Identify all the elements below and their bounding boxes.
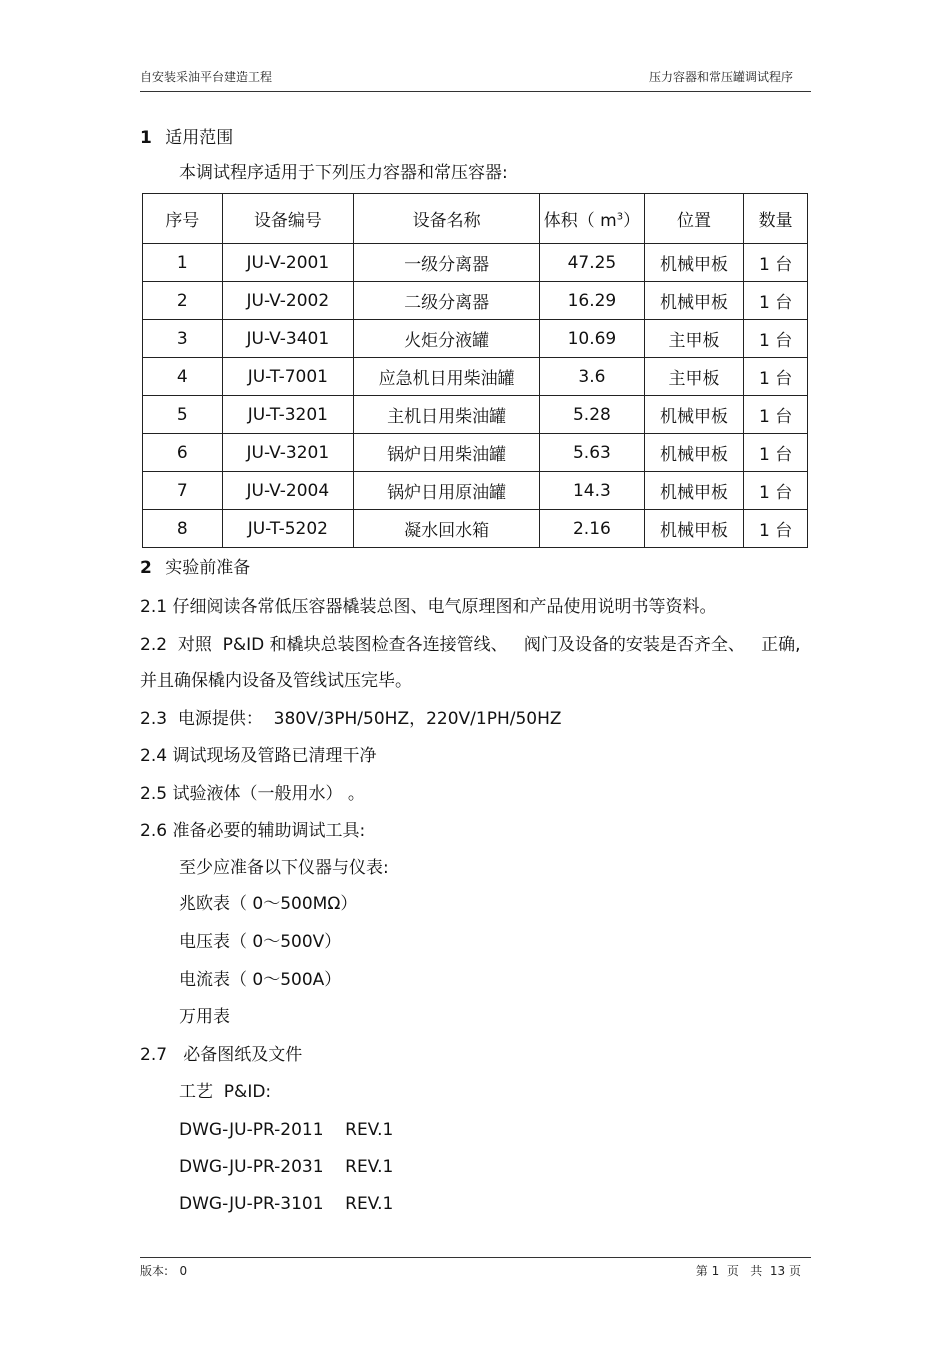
cell-quantity: 1 台 <box>744 472 808 510</box>
cell-volume: 14.3 <box>540 472 645 510</box>
cell-index: 6 <box>143 434 223 472</box>
cell-volume: 3.6 <box>540 358 645 396</box>
paragraph-2-3: 2.3 电源提供： 380V/3PH/50HZ，220V/1PH/50HZ <box>140 709 562 729</box>
cell-quantity: 1 台 <box>744 358 808 396</box>
table-header-row <box>143 194 808 244</box>
section-1-number: 1 <box>140 128 152 148</box>
paragraph-2-6-intro: 至少应准备以下仪器与仪表: <box>179 858 389 878</box>
drawing-reference: DWG-JU-PR-2031 REV.1 <box>179 1157 394 1177</box>
cell-index: 8 <box>143 510 223 548</box>
table-row <box>143 358 808 396</box>
table-row <box>143 396 808 434</box>
header-equipment-name: 设备名称 <box>354 194 540 244</box>
cell-volume: 47.25 <box>540 244 645 282</box>
paragraph-2-2-line-1: 2.2 对照 P&ID 和橇块总装图检查各连接管线、 阀门及设备的安装是否齐全、 正确, <box>140 635 801 655</box>
header-rule <box>140 91 811 92</box>
table-row <box>143 282 808 320</box>
cell-location: 机械甲板 <box>644 396 744 434</box>
cell-quantity: 1 台 <box>744 244 808 282</box>
cell-index: 5 <box>143 396 223 434</box>
cell-index: 3 <box>143 320 223 358</box>
header-location: 位置 <box>644 194 744 244</box>
equipment-table <box>142 193 808 548</box>
paragraph-2-4: 2.4 调试现场及管路已清理干净 <box>140 746 377 766</box>
header-document-title: 压力容器和常压罐调试程序 <box>648 70 793 84</box>
footer-version: 版本: 0 <box>140 1264 188 1278</box>
instrument-ammeter: 电流表（ 0～500A） <box>179 970 342 990</box>
drawing-reference: DWG-JU-PR-2011 REV.1 <box>179 1120 394 1140</box>
cell-location: 机械甲板 <box>644 510 744 548</box>
cell-location: 主甲板 <box>644 320 744 358</box>
cell-quantity: 1 台 <box>744 510 808 548</box>
cell-index: 2 <box>143 282 223 320</box>
footer-page-number: 第 1 页 共 13 页 <box>695 1264 801 1278</box>
table-row <box>143 472 808 510</box>
cell-index: 4 <box>143 358 223 396</box>
paragraph-2-1: 2.1 仔细阅读各常低压容器橇装总图、电气原理图和产品使用说明书等资料。 <box>140 597 717 617</box>
cell-location: 机械甲板 <box>644 282 744 320</box>
section-2-title: 实验前准备 <box>165 558 251 578</box>
cell-code: JU-T-7001 <box>222 358 353 396</box>
cell-index: 1 <box>143 244 223 282</box>
paragraph-2-5: 2.5 试验液体（一般用水） 。 <box>140 784 365 804</box>
cell-quantity: 1 台 <box>744 434 808 472</box>
cell-volume: 5.63 <box>540 434 645 472</box>
table-row <box>143 320 808 358</box>
paragraph-2-6: 2.6 准备必要的辅助调试工具: <box>140 821 366 841</box>
paragraph-2-2-line-2: 并且确保橇内设备及管线试压完毕。 <box>140 671 412 691</box>
header-volume-close: ） <box>623 211 641 231</box>
cell-name: 凝水回水箱 <box>354 510 540 548</box>
cell-name: 锅炉日用原油罐 <box>354 472 540 510</box>
cell-quantity: 1 台 <box>744 282 808 320</box>
cell-code: JU-V-2002 <box>222 282 353 320</box>
header-quantity: 数量 <box>744 194 808 244</box>
header-equipment-code: 设备编号 <box>222 194 353 244</box>
cell-code: JU-V-2001 <box>222 244 353 282</box>
cell-code: JU-T-3201 <box>222 396 353 434</box>
section-1-title: 适用范围 <box>165 128 234 148</box>
header-index: 序号 <box>143 194 223 244</box>
cell-name: 一级分离器 <box>354 244 540 282</box>
footer-rule <box>140 1257 811 1258</box>
cell-name: 应急机日用柴油罐 <box>354 358 540 396</box>
section-2-heading <box>140 558 250 578</box>
cell-volume: 2.16 <box>540 510 645 548</box>
cell-volume: 5.28 <box>540 396 645 434</box>
drawing-reference: DWG-JU-PR-3101 REV.1 <box>179 1194 394 1214</box>
header-volume <box>540 194 645 244</box>
cell-quantity: 1 台 <box>744 396 808 434</box>
cell-code: JU-V-3401 <box>222 320 353 358</box>
header-volume-label: 体积（ m <box>543 211 617 231</box>
cell-name: 二级分离器 <box>354 282 540 320</box>
instrument-voltmeter: 电压表（ 0～500V） <box>179 932 342 952</box>
cell-location: 机械甲板 <box>644 244 744 282</box>
section-1-heading <box>140 128 233 148</box>
pid-label: 工艺 P&ID: <box>179 1082 272 1102</box>
cell-code: JU-V-3201 <box>222 434 353 472</box>
section-2-number: 2 <box>140 558 152 578</box>
cell-location: 机械甲板 <box>644 434 744 472</box>
instrument-multimeter: 万用表 <box>179 1007 230 1027</box>
cell-location: 机械甲板 <box>644 472 744 510</box>
instrument-megohmmeter: 兆欧表（ 0～500MΩ） <box>179 894 358 914</box>
table-row <box>143 244 808 282</box>
cell-volume: 10.69 <box>540 320 645 358</box>
cell-name: 锅炉日用柴油罐 <box>354 434 540 472</box>
cell-index: 7 <box>143 472 223 510</box>
cell-code: JU-T-5202 <box>222 510 353 548</box>
section-1-intro: 本调试程序适用于下列压力容器和常压容器: <box>179 163 508 183</box>
paragraph-2-7: 2.7 必备图纸及文件 <box>140 1045 303 1065</box>
cell-name: 主机日用柴油罐 <box>354 396 540 434</box>
table-row <box>143 510 808 548</box>
cell-location: 主甲板 <box>644 358 744 396</box>
header-volume-exponent: 3 <box>616 211 624 223</box>
table-row <box>143 434 808 472</box>
cell-quantity: 1 台 <box>744 320 808 358</box>
cell-name: 火炬分液罐 <box>354 320 540 358</box>
cell-code: JU-V-2004 <box>222 472 353 510</box>
cell-volume: 16.29 <box>540 282 645 320</box>
header-project-title: 自安装采油平台建造工程 <box>140 70 273 84</box>
